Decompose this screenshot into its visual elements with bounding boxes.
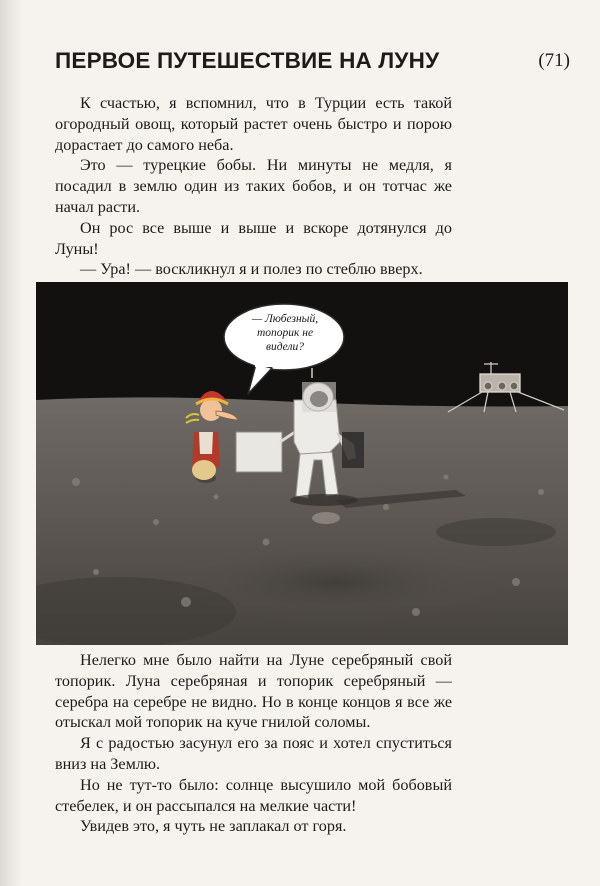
- paragraph: Я с радостью засунул его за пояс и хотел спуститься вниз на Землю.: [55, 734, 452, 773]
- paragraph: Нелегко мне было найти на Луне серебряный свой топорик. Луна серебряная и топорик серебряный — серебра на серебре не видно. Но в конце концов я все же отыскал мой топорик на куче гнилой соломы.: [55, 651, 452, 732]
- paragraph: Увидев это, я чуть не заплакал от горя.: [80, 817, 347, 836]
- paragraph: — Ура! — воскликнул я и полез по стеблю вверх.: [80, 260, 423, 279]
- paragraph: К счастью, я вспомнил, что в Турции есть такой огородный овощ, который растет очень быстро и порою дорастает до самого неба.: [55, 94, 452, 154]
- text-block-bottom: [55, 650, 452, 837]
- crater-shadow: [436, 518, 556, 546]
- moon-illustration: [36, 282, 568, 645]
- chapter-title: ПЕРВОЕ ПУТЕШЕСТВИЕ НА ЛУНУ: [55, 48, 440, 73]
- paragraph: Это — турецкие бобы. Ни минуты не медля, я посадил в землю один из таких бобов, и он тотчас же начал расти.: [55, 156, 452, 216]
- page-header: [55, 44, 570, 80]
- page-edge-shadow: [0, 0, 22, 886]
- text-block-top: [55, 93, 452, 301]
- paragraph: Он рос все выше и выше и вскоре дотянулся до Луны!: [55, 218, 452, 258]
- speech-bubble-text: — Любезный, топорик не видели?: [251, 313, 319, 353]
- page-number: (71): [538, 50, 570, 71]
- paragraph: Но не тут-то было: солнце высушило мой бобовый стебелек, и он рассыпался на мелкие части!: [55, 775, 452, 815]
